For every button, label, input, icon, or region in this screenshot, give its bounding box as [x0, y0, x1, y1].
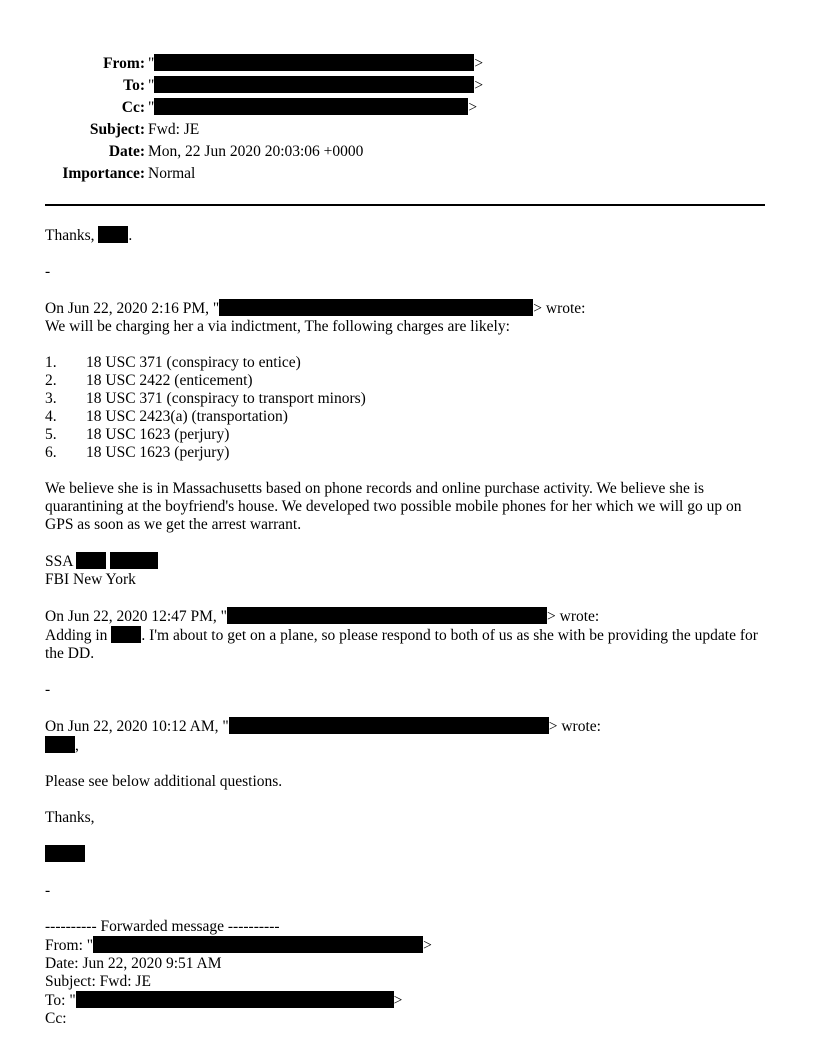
- header-subject-row: [0, 119, 816, 141]
- forwarded-date: Date: Jun 22, 2020 9:51 AM: [45, 955, 222, 972]
- signature-office: FBI New York: [45, 571, 136, 588]
- importance-label: Importance:: [62, 165, 145, 182]
- list-item: 6. 18 USC 1623 (perjury): [45, 444, 230, 461]
- reply3-line: Please see below additional questions.: [45, 773, 283, 790]
- from-value: " >: [148, 55, 484, 72]
- reply1-attribution: On Jun 22, 2020 2:16 PM, " > wrote:: [45, 300, 586, 317]
- date-value: Mon, 22 Jun 2020 20:03:06 +0000: [148, 143, 364, 160]
- cc-value: " >: [148, 99, 478, 116]
- dash-separator: -: [45, 681, 51, 698]
- to-label: To:: [123, 77, 145, 94]
- header-from-row: [0, 53, 816, 75]
- reply1-paragraph: We believe she is in Massachusetts based on phone records and online purchase activity. We believe she is quarantining at the boyfriend's house. We developed two possible mobile phones for her which we will go up on GPS as soon as we get the arrest warrant.: [45, 480, 742, 533]
- header-divider: [45, 204, 765, 206]
- header-date-row: [0, 141, 816, 163]
- subject-value: Fwd: JE: [148, 121, 200, 138]
- from-label: From:: [103, 55, 145, 72]
- redaction-block: [111, 626, 141, 643]
- redaction-block: [76, 991, 394, 1008]
- cc-label: Cc:: [121, 99, 145, 116]
- forwarded-separator: ---------- Forwarded message ----------: [45, 918, 280, 935]
- reply3-attribution: On Jun 22, 2020 10:12 AM, " > wrote:: [45, 718, 601, 735]
- email-header: [0, 53, 816, 185]
- redaction-block: [227, 607, 547, 624]
- redaction-block: [45, 736, 75, 753]
- to-value: " >: [148, 77, 484, 94]
- list-item: 3. 18 USC 371 (conspiracy to transport minors): [45, 390, 366, 407]
- reply2-text: Adding in . I'm about to get on a plane, so please respond to both of us as she with be providing the update for the DD.: [45, 627, 758, 662]
- reply3-signature: [45, 845, 770, 864]
- redaction-block: [98, 226, 128, 243]
- list-item: 4. 18 USC 2423(a) (transportation): [45, 408, 288, 425]
- date-label: Date:: [108, 143, 145, 160]
- redaction-block: [76, 552, 106, 569]
- list-item: 2. 18 USC 2422 (enticement): [45, 372, 253, 389]
- signature-line: SSA: [45, 552, 770, 571]
- forwarded-cc: Cc:: [45, 1010, 67, 1027]
- redaction-block: [93, 936, 423, 953]
- list-item: 5. 18 USC 1623 (perjury): [45, 426, 230, 443]
- redaction-block: [154, 98, 468, 115]
- email-body: [45, 226, 770, 1028]
- redaction-block: [45, 845, 85, 862]
- importance-value: Normal: [148, 165, 196, 182]
- forwarded-from: From: " >: [45, 937, 432, 954]
- reply3-thanks: Thanks,: [45, 809, 95, 826]
- redaction-block: [154, 54, 474, 71]
- reply3-greeting: ,: [45, 736, 770, 755]
- redaction-block: [110, 552, 158, 569]
- reply1-intro: We will be charging her a via indictment, The following charges are likely:: [45, 318, 510, 335]
- dash-separator: -: [45, 263, 51, 280]
- redaction-block: [154, 76, 474, 93]
- subject-label: Subject:: [89, 121, 145, 138]
- forwarded-subject: Subject: Fwd: JE: [45, 973, 151, 990]
- dash-separator: -: [45, 882, 51, 899]
- charges-list: [45, 354, 770, 462]
- header-importance-row: [0, 163, 816, 185]
- redaction-block: [219, 299, 533, 316]
- reply2-attribution: On Jun 22, 2020 12:47 PM, " > wrote:: [45, 608, 600, 625]
- header-cc-row: [0, 97, 816, 119]
- forwarded-to: To: " >: [45, 992, 403, 1009]
- header-to-row: [0, 75, 816, 97]
- list-item: 1. 18 USC 371 (conspiracy to entice): [45, 354, 301, 371]
- thanks-line: Thanks, .: [45, 227, 133, 244]
- redaction-block: [229, 717, 549, 734]
